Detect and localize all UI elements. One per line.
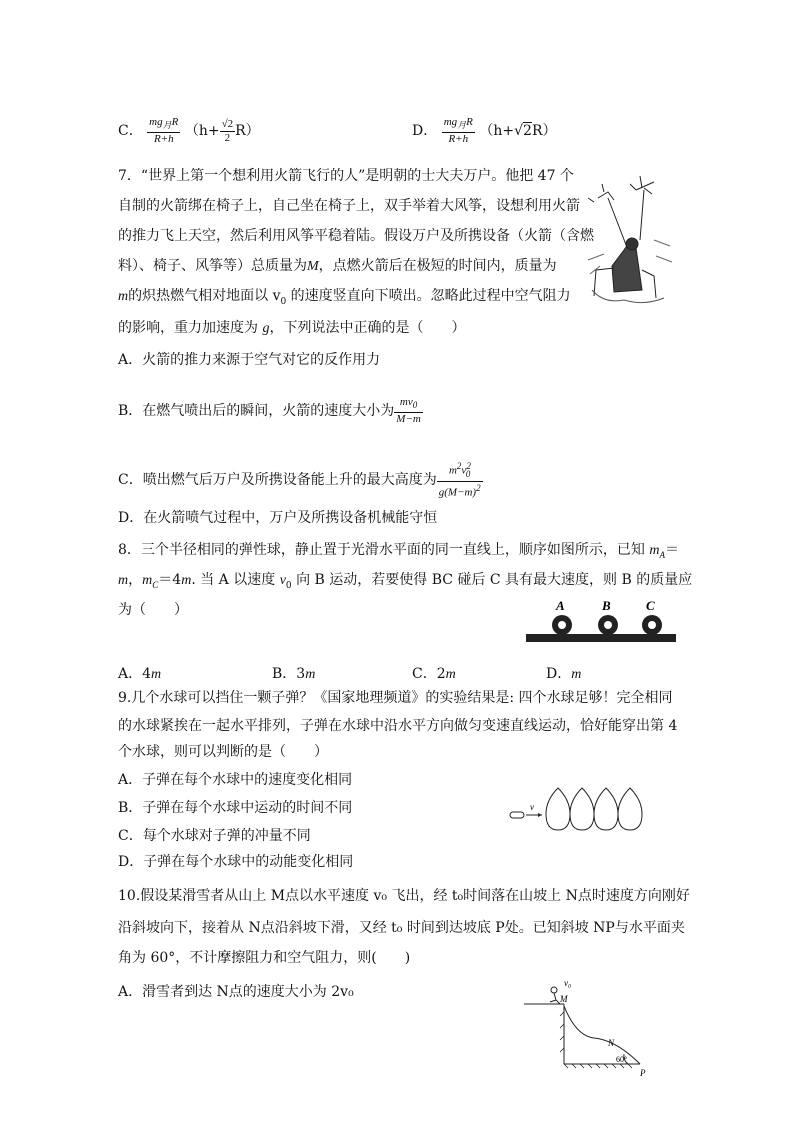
sqrt2-over-2: $\frac{√2}{2}$ <box>221 117 234 144</box>
point-m-label: M <box>560 994 568 1004</box>
q9-option-d: D．子弹在每个水球中的动能变化相同 <box>118 854 354 870</box>
wanhu-rocket-chair-image <box>584 170 676 310</box>
q8-option-d: D．m <box>546 666 582 682</box>
water-ball-1 <box>546 788 570 830</box>
three-balls-figure <box>526 596 676 644</box>
tail-prefix: （h+ <box>479 123 515 140</box>
ground <box>526 634 676 642</box>
bullet <box>510 812 524 818</box>
fraction: $\frac{mg_月R}{R+h}$ <box>443 116 473 146</box>
q7-line-3: 的推力飞上天空，然后利用风筝平稳着陆。假设万户及所携设备（火箭（含燃 <box>118 228 594 244</box>
ball-b <box>598 615 618 635</box>
sqrt-radicand: 2 <box>523 123 532 140</box>
slope-curve <box>564 1006 640 1064</box>
q7-option-b: B．在燃气喷出后的瞬间，火箭的速度大小为 $\frac{mv_0}{M-m}$ <box>118 396 421 426</box>
q7-line-2: 自制的火箭绑在椅子上，自己坐在椅子上，双手举着大风筝，设想利用火箭 <box>118 198 580 214</box>
q10-line-2: 沿斜坡向下，接着从 N点沿斜坡下滑，又经 t₀ 时间到达坡底 P处。已知斜坡 NP与水平面夹 <box>118 920 685 936</box>
option-label: C． <box>118 123 143 140</box>
ball-a <box>552 615 572 635</box>
q10-line-3: 角为 60°，不计摩擦阻力和空气阻力，则( ) <box>118 950 411 966</box>
ball-label-a: A <box>556 598 565 613</box>
ball-c <box>642 615 662 635</box>
q8-option-c: C．2m <box>412 666 456 682</box>
q7-line-6: 的影响，重力加速度为 g，下列说法中正确的是（ ） <box>118 320 466 336</box>
v0-label: v₀ <box>564 978 572 988</box>
q9-line-3: 个水球，则可以判断的是（ ） <box>118 744 328 760</box>
q9-option-a: A．子弹在每个水球中的速度变化相同 <box>118 772 353 788</box>
q10-option-a: A．滑雪者到达 N点的速度大小为 2v₀ <box>118 984 354 1000</box>
velocity-label: v <box>530 802 534 812</box>
q8-option-b: B．3m <box>272 666 316 682</box>
water-ball-2 <box>570 788 594 830</box>
option-label: D． <box>412 123 438 140</box>
sqrt-sign: √ <box>514 123 524 140</box>
q10-line-1: 10.假设某滑雪者从山上 M点以水平速度 v₀ 飞出，经 t₀时间落在山坡上 N点时速度方向刚好 <box>118 888 690 904</box>
q8-option-a: A．4m <box>118 666 162 682</box>
fraction: $\frac{m^2v^2_0}{g(M-m)^2}$ <box>438 461 481 499</box>
q7-option-d: D．在火箭喷气过程中，万户及所携设备机械能守恒 <box>118 510 438 526</box>
q7-line-4: 料）、椅子、风筝等）总质量为M，点燃火箭后在极短的时间内，质量为 <box>118 258 557 274</box>
tail-suffix: R） <box>531 123 557 140</box>
q6-option-c <box>118 116 260 146</box>
point-n-label: N <box>608 1038 615 1048</box>
fraction: $\frac{mg_月R}{R+h}$ <box>149 116 179 146</box>
water-balls-figure <box>508 786 658 836</box>
q7-option-a: A．火箭的推力来源于空气对它的反作用力 <box>118 352 381 368</box>
q7-line-1: 7．“世界上第一个想利用火箭飞行的人”是明朝的士大夫万户。他把 47 个 <box>118 168 574 184</box>
q9-option-c: C．每个水球对子弹的冲量不同 <box>118 828 311 844</box>
ball-label-c: C <box>646 598 655 613</box>
point-p-label: P <box>640 1068 646 1078</box>
q8-line-3: 为（ ） <box>118 602 188 618</box>
q6-option-d <box>412 116 556 146</box>
q9-option-b: B．子弹在每个水球中运动的时间不同 <box>118 800 353 816</box>
fraction: $\frac{mv_0}{M-m}$ <box>396 396 421 426</box>
ski-slope-figure <box>520 976 660 1080</box>
q8-line-1: 8．三个半径相同的弹性球，静止置于光滑水平面的同一直线上，顺序如图所示，已知 $m_A=$ <box>118 542 679 560</box>
tail-prefix: （h+ <box>184 123 220 140</box>
q9-line-2: 的水球紧挨在一起水平排列，子弹在水球中沿水平方向做匀变速直线运动，恰好能穿出第 4 <box>118 718 678 734</box>
tail-suffix: R） <box>235 123 260 140</box>
ball-label-b: B <box>602 598 611 613</box>
water-ball-3 <box>594 788 618 830</box>
q7-line-5: m的炽热燃气相对地面以 $v_0$ 的速度竖直向下喷出。忽略此过程中空气阻力 <box>118 288 571 307</box>
q9-line-1: 9.几个水球可以挡住一颗子弹？《国家地理频道》的实验结果是: 四个水球足够！完全相同 <box>118 690 673 706</box>
angle-label: 60° <box>616 1055 628 1064</box>
skier-body <box>550 993 560 1004</box>
q7-option-c: C．喷出燃气后万户及所携设备能上升的最大高度为 $\frac{m^2v^2_0}{g(M-m)^2}$ <box>118 461 481 499</box>
skier-head <box>551 987 557 993</box>
water-ball-4 <box>618 788 642 830</box>
q8-line-2: m，$m_C=4m$. 当 A 以速度 $v_0$ 向 B 运动，若要使得 BC 碰后 C 具有最大速度，则 B 的质量应 <box>118 572 693 591</box>
